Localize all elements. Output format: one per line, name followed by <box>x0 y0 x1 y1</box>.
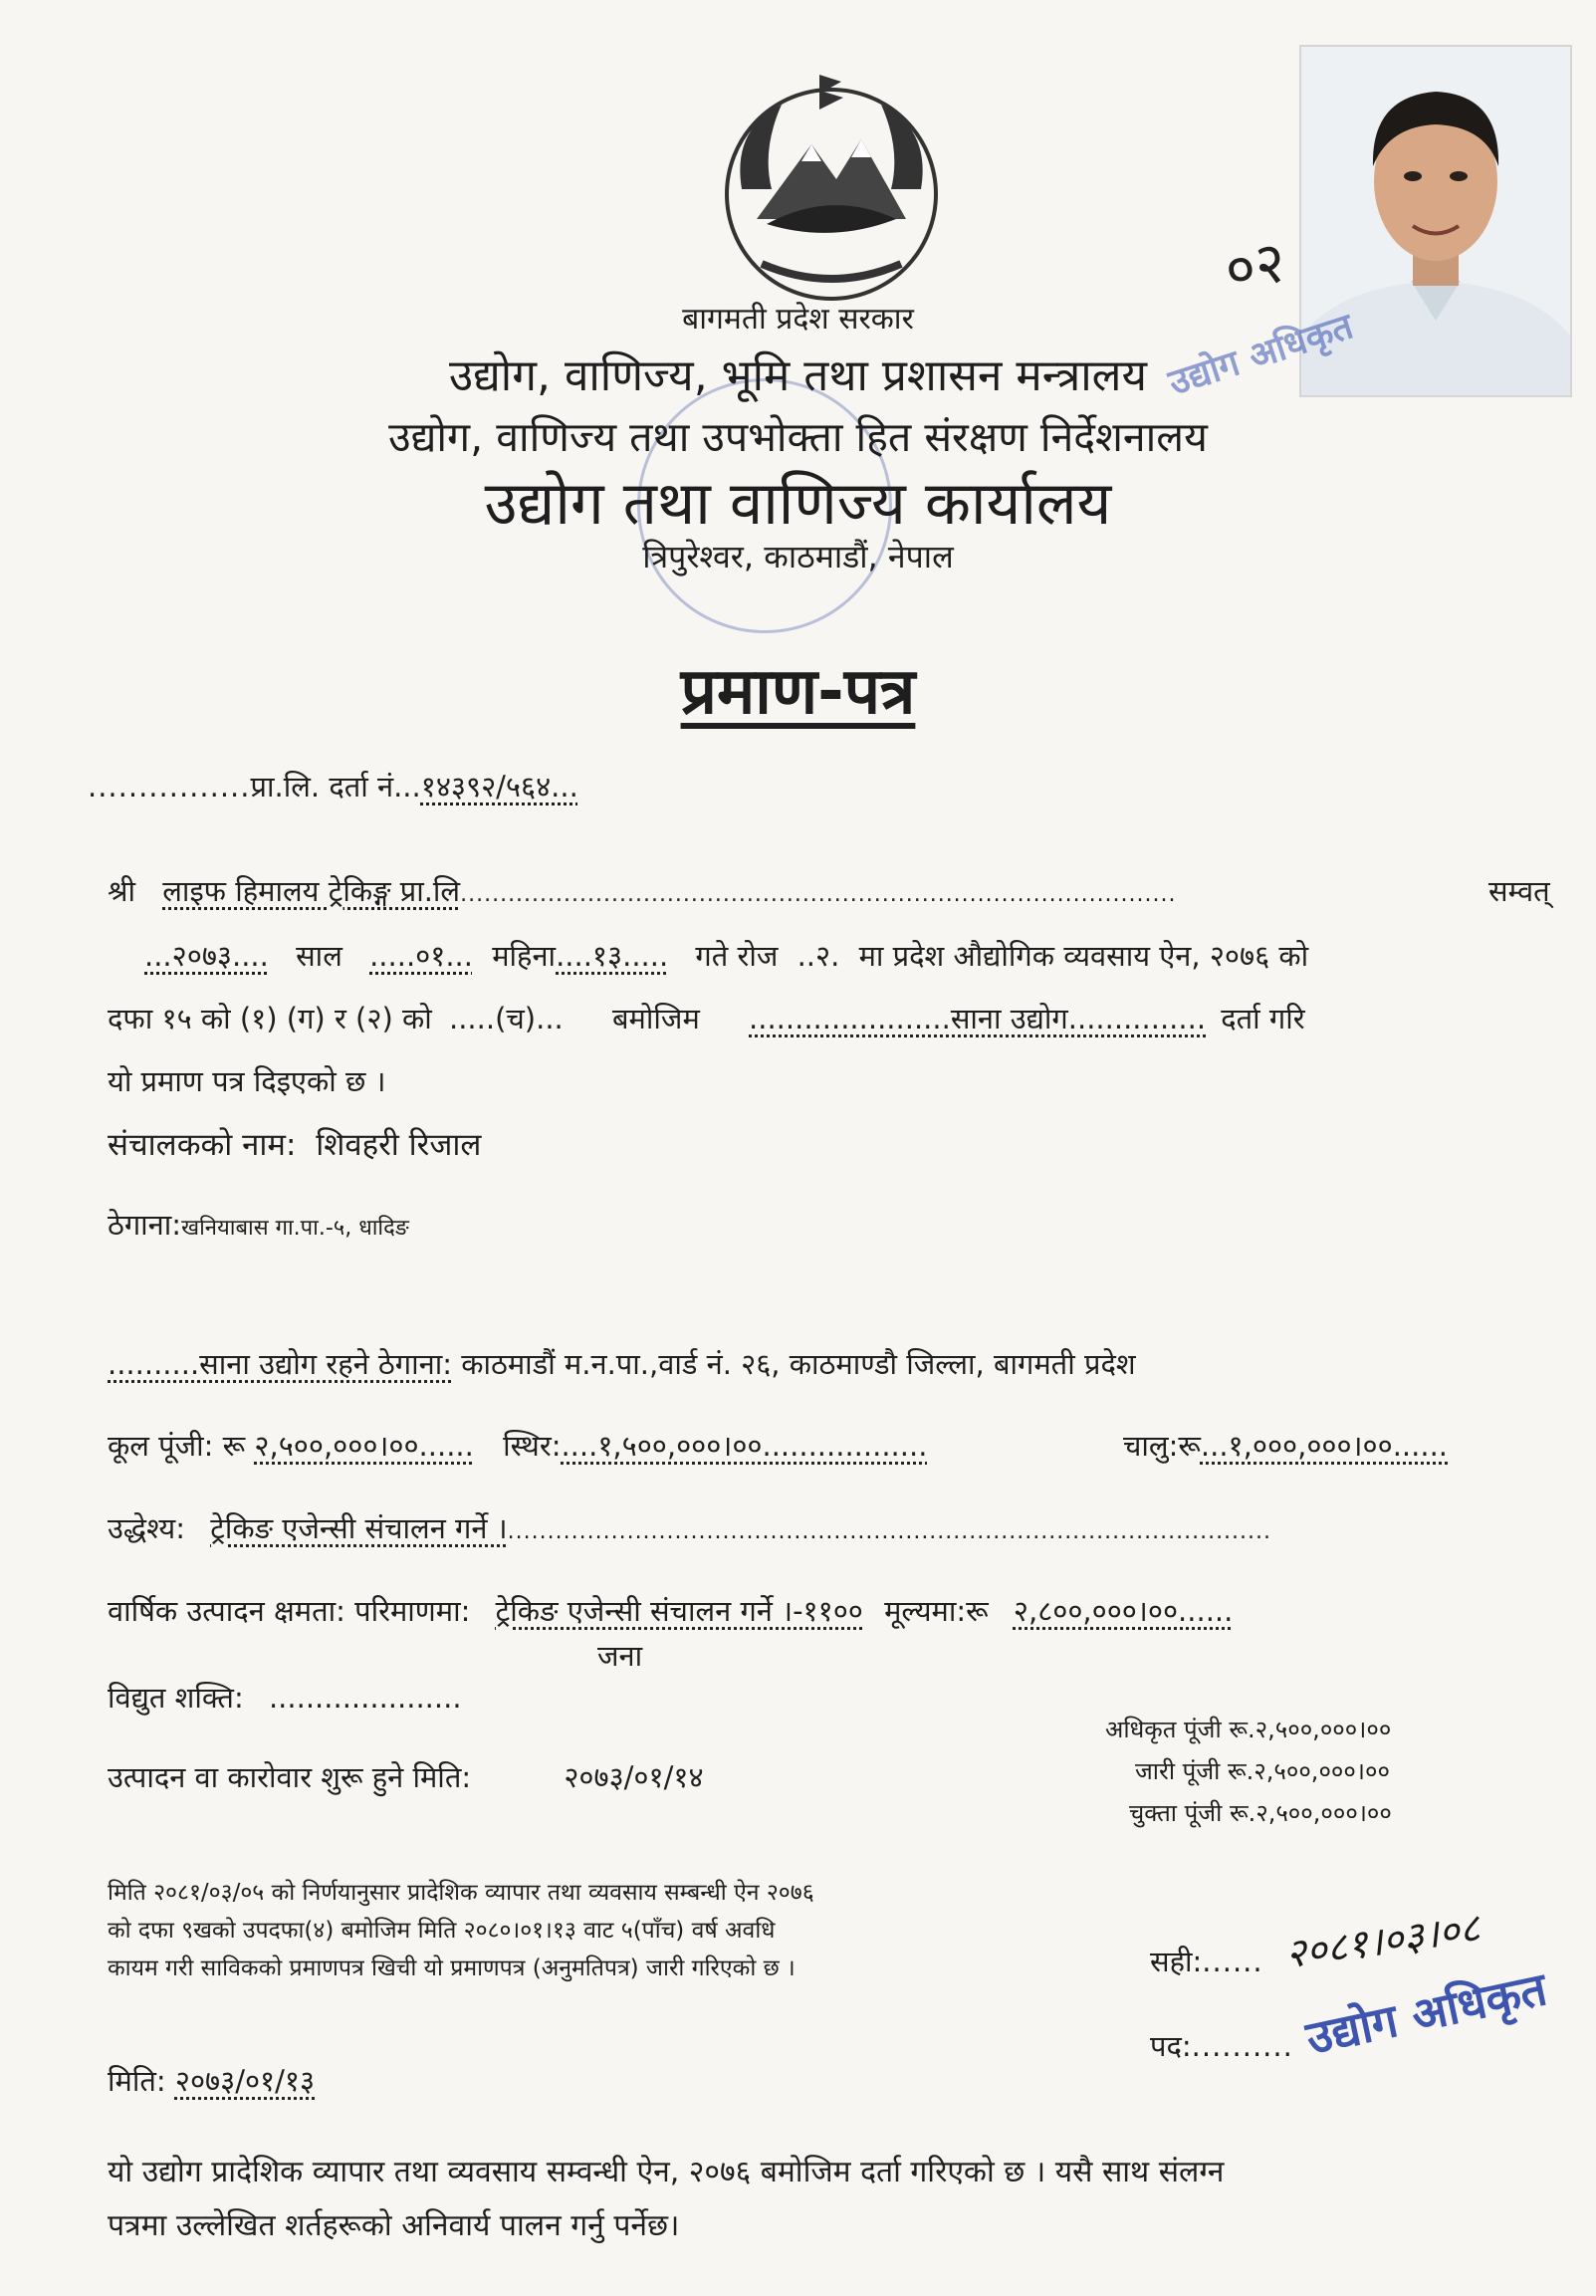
current-label: चालु:रू <box>1123 1429 1201 1463</box>
ministry-name: उद्योग, वाणिज्य, भूमि तथा प्रशासन मन्त्रालय <box>448 350 1148 401</box>
capital-total: २,५००,०००।००...... <box>254 1429 474 1463</box>
month-value: .....०१... <box>369 939 473 973</box>
director-label: संचालकको नाम: <box>108 1127 297 1163</box>
company-dots: .......................................................................................... <box>460 882 1177 907</box>
issue-date-line <box>108 2061 315 2100</box>
shri-label: श्री <box>108 874 136 908</box>
capital-box <box>1105 1709 1392 1834</box>
mahina-label: महिना <box>492 939 557 973</box>
footer-note <box>108 2146 1224 2253</box>
location-value: काठमाडौं म.न.पा.,वार्ड नं. २६, काठमाण्डौ जिल्ला, बागमती प्रदेश <box>461 1347 1136 1381</box>
fixed-capital: ....१,५००,०००।००.................. <box>561 1429 928 1463</box>
issued-text: यो प्रमाण पत्र दिइएको छ । <box>108 1064 386 1098</box>
date-line <box>144 936 1308 975</box>
authorized-capital-row <box>1105 1709 1392 1750</box>
address-line <box>108 1205 409 1244</box>
reg-number: १४३९२/५६४... <box>420 770 578 804</box>
directorate-name: उद्योग, वाणिज्य तथा उपभोक्ता हित संरक्षण निर्देशनालय <box>388 413 1208 461</box>
post-dots: .......... <box>1191 2029 1293 2063</box>
dafa-line <box>108 999 1305 1037</box>
officer-stamp: उद्योग अधिकृत <box>1301 1961 1552 2065</box>
paidup-capital-label: चुक्ता पूंजी <box>1129 1799 1223 1827</box>
fixed-label: स्थिर: <box>503 1429 562 1463</box>
signature-handwriting: २०८१।०३।०८ <box>1282 1905 1483 1978</box>
signature-label: सही: <box>1150 1945 1203 1978</box>
photo-stamp-text: उद्योग अधिकृत <box>1163 306 1358 404</box>
gate-roj-label: गते रोज <box>695 939 779 973</box>
capacity-value-label: मूल्यमा:रू <box>884 1594 989 1628</box>
director-line <box>108 1123 481 1165</box>
year-value: ...२०७३.... <box>144 939 269 973</box>
power-line <box>108 1678 462 1717</box>
registration-line <box>88 767 578 805</box>
post-label: पद: <box>1150 2029 1192 2063</box>
capital-label: कूल पूंजी: रू <box>108 1429 246 1463</box>
location-line <box>108 1344 1136 1383</box>
current-capital-line <box>1123 1426 1448 1465</box>
dafa-text: दफा १५ को (१) (ग) र (२) को <box>108 1002 432 1035</box>
footer-line: यो उद्योग प्रादेशिक व्यापार तथा व्यवसाय सम्वन्धी ऐन, २०७६ बमोजिम दर्ता गरिएको छ । यसै साथ संलग्न <box>108 2155 1225 2189</box>
start-date-line <box>108 1757 704 1796</box>
act-text: मा प्रदेश औद्योगिक व्यवसाय ऐन, २०७६ को <box>858 939 1309 973</box>
objective-dots: ................................................................................................ <box>507 1519 1272 1544</box>
location-prefix: ..........साना उद्योग रहने ठेगाना: <box>108 1347 452 1381</box>
issued-capital-value: रू.२,५००,०००।०० <box>1227 1757 1390 1785</box>
day-value: ....१३..... <box>556 939 669 973</box>
bamojim-label: बमोजिम <box>612 1002 700 1035</box>
issued-capital-label: जारी पूंजी <box>1135 1757 1221 1785</box>
issue-date-value: २०७३/०१/१३ <box>174 2064 316 2098</box>
footer-line: पत्रमा उल्लेखित शर्तहरूको अनिवार्य पालन गर्नु पर्नेछ। <box>108 2208 680 2243</box>
page-title: प्रमाण-पत्र <box>680 655 916 729</box>
gov-name: बागमती प्रदेश सरकार <box>682 302 914 337</box>
signature-line <box>1150 1942 1263 1980</box>
capacity-line <box>108 1591 1233 1630</box>
photo-handwritten-mark: ०२ <box>1219 227 1291 305</box>
post-line <box>1150 2026 1293 2065</box>
issued-capital-row <box>1105 1750 1392 1792</box>
signature-dots: ...... <box>1202 1945 1263 1978</box>
authorized-capital-label: अधिकृत पूंजी <box>1105 1716 1222 1743</box>
power-label: विद्युत शक्ति: <box>108 1681 244 1715</box>
industry-type: ......................साना उद्योग............... <box>749 1002 1207 1035</box>
darta-gari-label: दर्ता गरि <box>1221 1002 1305 1035</box>
paidup-capital-row <box>1105 1792 1392 1834</box>
saal-label: साल <box>296 939 342 973</box>
start-date-label: उत्पादन वा कारोवार शुरू हुने मिति: <box>108 1760 472 1794</box>
capital-line <box>108 1426 927 1465</box>
samvat-label: सम्वत् <box>1488 874 1550 908</box>
address-value: खनियाबास गा.पा.-५, धादिङ <box>181 1216 409 1241</box>
issue-date-label: मिति: <box>108 2064 166 2098</box>
company-line <box>108 871 1177 910</box>
capacity-unit: जना <box>597 1639 643 1673</box>
start-date-value: २०७३/०१/१४ <box>564 1760 704 1794</box>
address-label: ठेगाना: <box>108 1208 182 1242</box>
roj-value: ..२. <box>797 939 840 973</box>
director-name: शिवहरी रिजाल <box>316 1127 482 1163</box>
renewal-note-line: मिति २०८१/०३/०५ को निर्णयानुसार प्रादेशिक व्यापार तथा व्यवसाय सम्बन्धी ऐन २०७६ <box>108 1880 814 1906</box>
paidup-capital-value: रू.२,५००,०००।०० <box>1229 1799 1392 1827</box>
reg-label: प्रा.लि. दर्ता नं... <box>250 770 421 804</box>
renewal-note-line: को दफा ९खको उपदफा(४) बमोजिम मिति २०८०।०१।१३ वाट ५(पाँच) वर्ष अवधि <box>108 1918 776 1944</box>
capacity-value: ट्रेकिङ एजेन्सी संचालन गर्ने ।-११०० <box>495 1594 863 1628</box>
office-name: उद्योग तथा वाणिज्य कार्यालय <box>484 469 1112 539</box>
objective-label: उद्धेश्य: <box>108 1511 185 1545</box>
renewal-note <box>108 1874 814 1987</box>
capacity-amount: २,८००,०००।००...... <box>1013 1594 1234 1628</box>
current-capital: ...१,०००,०००।००...... <box>1200 1429 1449 1463</box>
objective-line <box>108 1508 1271 1547</box>
power-value: ..................... <box>268 1681 462 1715</box>
objective-value: ट्रेकिङ एजेन्सी संचालन गर्ने । <box>210 1511 508 1545</box>
capacity-label: वार्षिक उत्पादन क्षमता: परिमाणमा: <box>108 1594 471 1628</box>
clause-value: .....(च)... <box>448 1002 564 1035</box>
nepal-emblem <box>702 70 961 309</box>
office-address: त्रिपुरेश्वर, काठमाडौं, नेपाल <box>642 538 954 575</box>
renewal-note-line: कायम गरी साविकको प्रमाणपत्र खिची यो प्रमाणपत्र (अनुमतिपत्र) जारी गरिएको छ । <box>108 1955 796 1981</box>
company-name: लाइफ हिमालय ट्रेकिङ्ग प्रा.लि <box>162 874 461 908</box>
reg-prefix: ................ <box>88 770 251 804</box>
authorized-capital-value: रू.२,५००,०००।०० <box>1229 1716 1392 1743</box>
